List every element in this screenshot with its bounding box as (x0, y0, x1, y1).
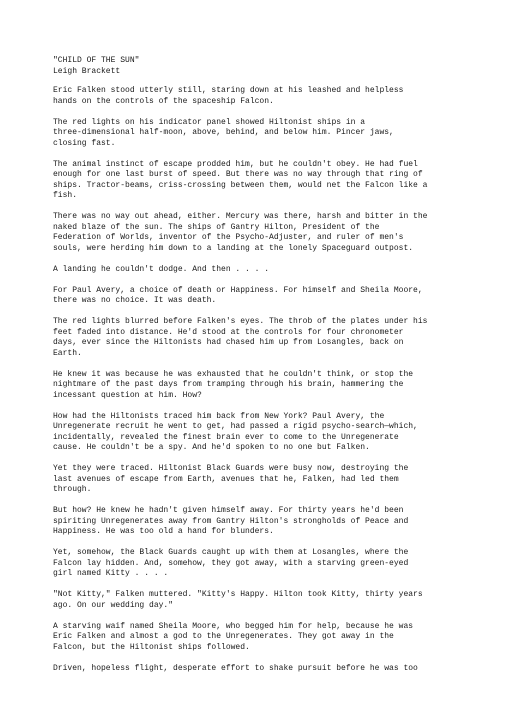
paragraph (53, 412, 463, 454)
text-line: nightmare of the past days from tramping through his brain, hammering the (53, 380, 404, 389)
text-line: cause. He couldn't be a spy. And he'd spoken to no one but Falken. (53, 443, 370, 452)
text-line: Earth. (53, 348, 82, 358)
text-line: closing fast. (53, 138, 116, 148)
text-line: naked blaze of the sun. The ships of Gantry Hilton, President of the (53, 222, 380, 232)
text-line: enough for one last burst of speed. But there was no way through that ring of (53, 170, 423, 179)
paragraph (53, 212, 463, 254)
paragraph (53, 370, 463, 402)
paragraph (53, 317, 463, 359)
text-line: there was no choice. It was death. (53, 296, 217, 305)
text-line: "Not Kitty," Falken muttered. "Kitty's Happy. Hilton took Kitty, thirty years (53, 590, 423, 599)
paragraph (53, 548, 463, 580)
text-line: three-dimensional half-moon, above, behind, and below him. Pincer jaws, (53, 128, 394, 137)
paragraph (53, 118, 463, 150)
text-line: But how? He knew he hadn't given himself away. For thirty years he'd been (53, 506, 404, 515)
text-line: Driven, hopeless flight, desperate effort to shake pursuit before he was too (53, 663, 418, 673)
paragraph (53, 506, 463, 538)
text-line: days, ever since the Hiltonists had chased him up from Losangles, back on (53, 338, 404, 347)
text-line: A landing he couldn't dodge. And then . . . . (53, 264, 270, 274)
text-line: The red lights blurred before Falken's eyes. The throb of the plates under his (53, 317, 428, 326)
document-page (53, 56, 463, 685)
paragraph (53, 464, 463, 496)
text-line: Falcon, but the Hiltonist ships followed. (53, 642, 250, 652)
text-line: Eric Falken and almost a god to the Unregenerates. They got away in the (53, 632, 394, 641)
text-line: ago. On our wedding day." (53, 600, 174, 610)
text-line: Happiness. He was too old a hand for blunders. (53, 527, 274, 536)
text-line: For Paul Avery, a choice of death or Happiness. For himself and Sheila Moore, (53, 285, 423, 295)
paragraph (53, 265, 463, 276)
text-line: A starving waif named Sheila Moore, who begged him for help, because he was (53, 621, 414, 631)
story-title: "CHILD OF THE SUN" (53, 56, 140, 65)
text-line: incessant question at him. How? (53, 390, 202, 400)
paragraph (53, 622, 463, 654)
text-line: He knew it was because he was exhausted that he couldn't think, or stop the (53, 369, 414, 379)
paragraph (53, 590, 463, 611)
text-line: incidentally, revealed the finest brain ever to come to the Unregenerate (53, 432, 399, 442)
text-line: The red lights on his indicator panel showed Hiltonist ships in a (53, 117, 366, 127)
paragraph (53, 160, 463, 202)
text-line: feet faded into distance. He'd stood at the controls for four chronometer (53, 327, 404, 337)
text-line: fish. (53, 191, 78, 200)
document-header (53, 56, 463, 77)
text-line: Eric Falken stood utterly still, staring down at his leashed and helpless (53, 86, 404, 95)
paragraph (53, 86, 463, 107)
text-line: How had the Hiltonists traced him back from New York? Paul Avery, the (53, 411, 385, 421)
story-author: Leigh Brackett (53, 66, 121, 76)
text-line: The animal instinct of escape prodded him, but he couldn't obey. He had fuel (53, 159, 418, 169)
text-line: Unregenerate recruit he went to get, had passed a rigid psycho-search—which, (53, 422, 418, 431)
text-line: Yet they were traced. Hiltonist Black Guards were busy now, destroying the (53, 464, 409, 473)
text-line: souls, were herding him down to a landing at the lonely Spaceguard outpost. (53, 243, 414, 253)
text-line: Falcon lay hidden. And, somehow, they got away, with a starving green-eyed (53, 558, 409, 568)
paragraph (53, 664, 463, 675)
text-line: girl named Kitty . . . . (53, 569, 169, 578)
paragraph (53, 286, 463, 307)
text-line: There was no way out ahead, either. Mercury was there, harsh and bitter in the (53, 212, 428, 221)
document-body (53, 86, 463, 674)
text-line: Federation of Worlds, inventor of the Psycho-Adjuster, and ruler of men's (53, 233, 404, 242)
text-line: Yet, somehow, the Black Guards caught up with them at Losangles, where the (53, 548, 409, 557)
text-line: last avenues of escape from Earth, avenues that he, Falken, had led them (53, 474, 399, 484)
text-line: ships. Tractor-beams, criss-crossing between them, would net the Falcon like a (53, 180, 428, 190)
text-line: through. (53, 485, 92, 494)
text-line: hands on the controls of the spaceship Falcon. (53, 96, 274, 106)
text-line: spiriting Unregenerates away from Gantry Hilton's strongholds of Peace and (53, 516, 409, 526)
